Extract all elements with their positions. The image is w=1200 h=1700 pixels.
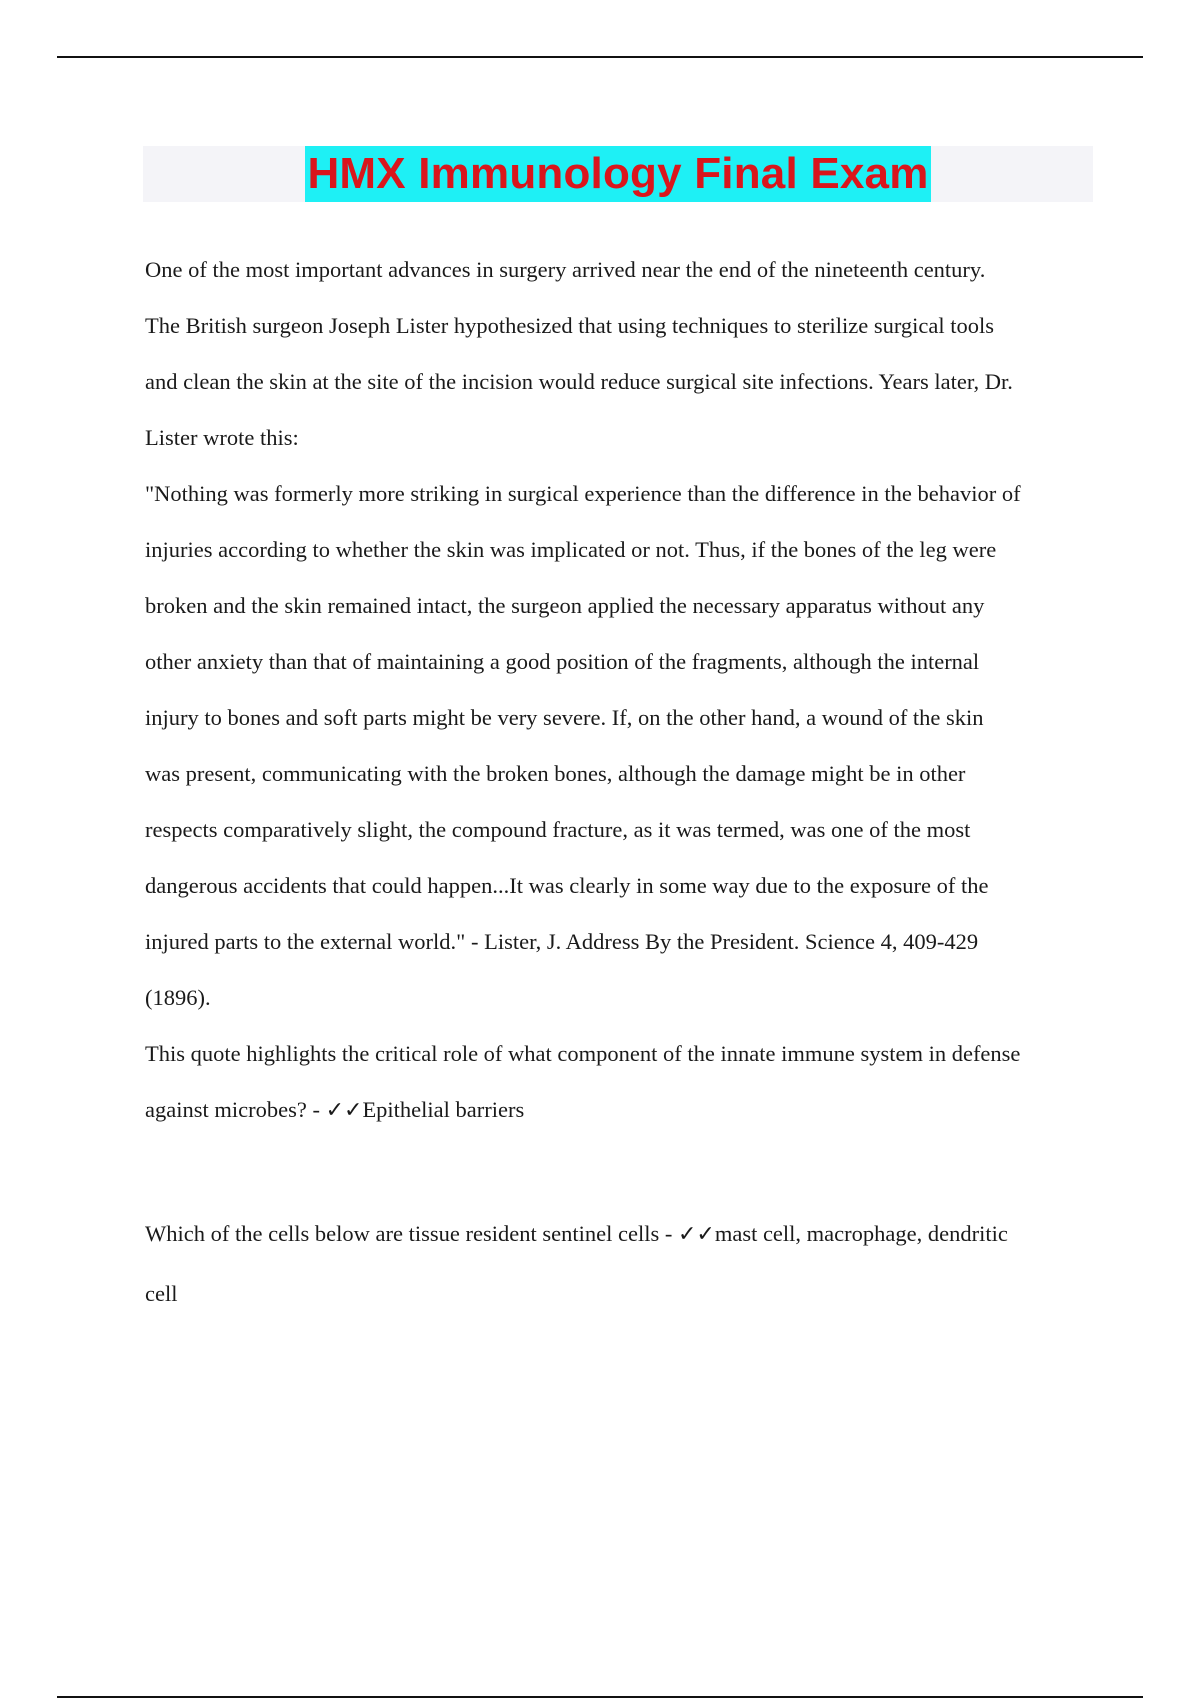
passage-line: injured parts to the external world." - Lister, J. Address By the President. Science 4, 409-429 — [145, 929, 979, 954]
passage-line: respects comparatively slight, the compound fracture, as it was termed, was one of the most — [145, 817, 971, 842]
passage-line: injury to bones and soft parts might be very severe. If, on the other hand, a wound of the skin — [145, 705, 984, 730]
passage-line: dangerous accidents that could happen...It was clearly in some way due to the exposure of the — [145, 873, 989, 898]
spacer — [145, 1148, 1095, 1212]
question-2-line — [145, 1212, 1095, 1272]
title-band — [143, 146, 1093, 202]
question-2-text: Which of the cells below are tissue resident sentinel cells - — [145, 1221, 678, 1246]
answer-1-text: Epithelial barriers — [362, 1097, 525, 1122]
document-body — [145, 248, 1095, 1332]
passage-line: injuries according to whether the skin was implicated or not. Thus, if the bones of the leg were — [145, 537, 997, 562]
answer-2-text: mast cell, macrophage, dendritic — [714, 1221, 1008, 1246]
question-1-answer-line — [145, 1088, 1095, 1148]
passage-line: and clean the skin at the site of the incision would reduce surgical site infections. Years later, Dr. — [145, 369, 1013, 394]
bottom-rule — [57, 1696, 1143, 1698]
question-1-text: against microbes? - — [145, 1097, 326, 1122]
page-title: HMX Immunology Final Exam — [305, 146, 930, 202]
passage-line: Lister wrote this: — [145, 425, 299, 450]
top-rule — [57, 56, 1143, 58]
passage-line: "Nothing was formerly more striking in surgical experience than the difference in the behavior of — [145, 481, 1021, 506]
passage-line: was present, communicating with the broken bones, although the damage might be in other — [145, 761, 966, 786]
passage-line: The British surgeon Joseph Lister hypothesized that using techniques to sterilize surgical tools — [145, 313, 995, 338]
double-check-icon: ✓✓ — [325, 1098, 363, 1123]
passage-line: This quote highlights the critical role of what component of the innate immune system in defense — [145, 1041, 1021, 1066]
double-check-icon: ✓✓ — [677, 1222, 715, 1247]
answer-2-continuation: cell — [145, 1281, 178, 1306]
passage-line: other anxiety than that of maintaining a good position of the fragments, although the internal — [145, 649, 980, 674]
passage-line: broken and the skin remained intact, the surgeon applied the necessary apparatus without any — [145, 593, 985, 618]
passage-line: (1896). — [145, 985, 211, 1010]
passage-line: One of the most important advances in surgery arrived near the end of the nineteenth century. — [145, 257, 986, 282]
